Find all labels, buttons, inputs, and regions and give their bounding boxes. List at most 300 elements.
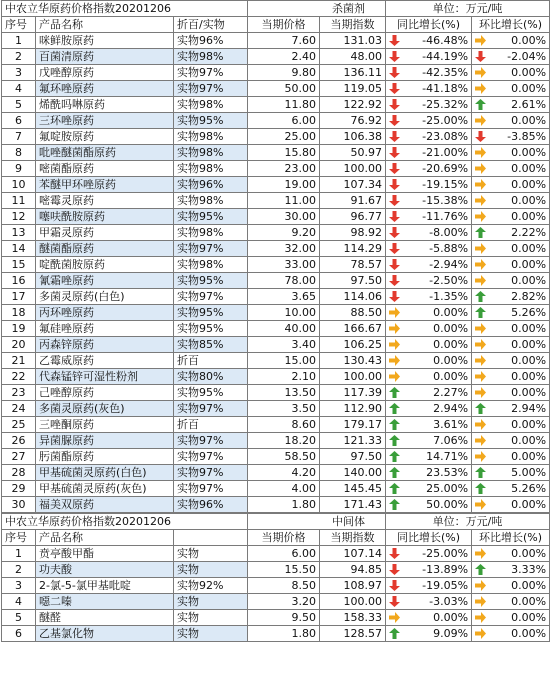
row-number: 17 bbox=[2, 289, 36, 305]
yoy-change bbox=[386, 497, 472, 513]
arrow-right-icon bbox=[475, 451, 486, 462]
yoy-change-value: -25.32% bbox=[422, 98, 469, 111]
mom-change-value: 0.00% bbox=[511, 386, 547, 399]
product-spec: 实物97% bbox=[174, 465, 248, 481]
mom-change-value: 0.00% bbox=[511, 274, 547, 287]
current-price: 15.00 bbox=[248, 353, 320, 369]
product-name: 异菌脲原药 bbox=[36, 433, 174, 449]
yoy-change bbox=[386, 305, 472, 321]
arrow-right-icon bbox=[475, 499, 486, 510]
product-name: 贲亭酸甲酯 bbox=[36, 546, 174, 562]
current-price: 15.80 bbox=[248, 145, 320, 161]
mom-change bbox=[472, 65, 550, 81]
mom-change bbox=[472, 417, 550, 433]
table-row bbox=[2, 465, 550, 481]
yoy-change-value: -15.38% bbox=[422, 194, 469, 207]
arrow-up-icon bbox=[389, 467, 400, 478]
product-name: 氟硅唑原药 bbox=[36, 321, 174, 337]
current-price: 19.00 bbox=[248, 177, 320, 193]
product-name: 噻呋酰胺原药 bbox=[36, 209, 174, 225]
current-index: 119.05 bbox=[320, 81, 386, 97]
arrow-right-icon bbox=[475, 211, 486, 222]
arrow-right-icon bbox=[475, 371, 486, 382]
arrow-up-icon bbox=[475, 307, 486, 318]
current-index: 112.90 bbox=[320, 401, 386, 417]
arrow-right-icon bbox=[475, 435, 486, 446]
table-row bbox=[2, 626, 550, 642]
current-price: 6.00 bbox=[248, 546, 320, 562]
current-price: 3.65 bbox=[248, 289, 320, 305]
table-row bbox=[2, 369, 550, 385]
yoy-change bbox=[386, 385, 472, 401]
product-spec: 实物 bbox=[174, 594, 248, 610]
mom-change bbox=[472, 113, 550, 129]
table-row bbox=[2, 113, 550, 129]
table-row bbox=[2, 257, 550, 273]
row-number: 4 bbox=[2, 81, 36, 97]
yoy-change bbox=[386, 273, 472, 289]
yoy-change bbox=[386, 449, 472, 465]
arrow-right-icon bbox=[389, 339, 400, 350]
product-spec: 实物98% bbox=[174, 161, 248, 177]
product-name: 噁二嗪 bbox=[36, 594, 174, 610]
row-number: 25 bbox=[2, 417, 36, 433]
mom-change-value: 5.00% bbox=[511, 466, 547, 479]
current-price: 4.00 bbox=[248, 481, 320, 497]
yoy-change-value: -8.00% bbox=[429, 226, 469, 239]
arrow-right-icon bbox=[475, 275, 486, 286]
row-number: 13 bbox=[2, 225, 36, 241]
current-index: 117.39 bbox=[320, 385, 386, 401]
current-index: 166.67 bbox=[320, 321, 386, 337]
table-row bbox=[2, 273, 550, 289]
row-number: 1 bbox=[2, 33, 36, 49]
table-title: 中农立华原药价格指数20201206 bbox=[2, 514, 248, 530]
product-spec: 实物96% bbox=[174, 497, 248, 513]
row-number: 19 bbox=[2, 321, 36, 337]
mom-change-value: 0.00% bbox=[511, 82, 547, 95]
yoy-change-value: -20.69% bbox=[422, 162, 469, 175]
arrow-up-icon bbox=[475, 564, 486, 575]
mom-change-value: 0.00% bbox=[511, 162, 547, 175]
column-header: 序号 bbox=[2, 17, 36, 33]
arrow-down-icon bbox=[389, 564, 400, 575]
yoy-change bbox=[386, 97, 472, 113]
current-index: 91.67 bbox=[320, 193, 386, 209]
column-header: 序号 bbox=[2, 530, 36, 546]
arrow-right-icon bbox=[475, 179, 486, 190]
product-spec: 实物95% bbox=[174, 209, 248, 225]
current-price: 1.80 bbox=[248, 626, 320, 642]
yoy-change-value: 9.09% bbox=[433, 627, 469, 640]
mom-change bbox=[472, 385, 550, 401]
yoy-change-value: 0.00% bbox=[433, 354, 469, 367]
arrow-down-icon bbox=[389, 259, 400, 270]
yoy-change bbox=[386, 225, 472, 241]
arrow-right-icon bbox=[389, 355, 400, 366]
yoy-change bbox=[386, 193, 472, 209]
table-row bbox=[2, 65, 550, 81]
product-name: 三环唑原药 bbox=[36, 113, 174, 129]
current-price: 11.00 bbox=[248, 193, 320, 209]
current-price: 6.00 bbox=[248, 113, 320, 129]
arrow-right-icon bbox=[389, 307, 400, 318]
column-header: 产品名称 bbox=[36, 17, 174, 33]
current-price: 11.80 bbox=[248, 97, 320, 113]
current-index: 98.92 bbox=[320, 225, 386, 241]
row-number: 23 bbox=[2, 385, 36, 401]
unit-label: 单位：万元/吨 bbox=[386, 514, 550, 530]
mom-change-value: 0.00% bbox=[511, 258, 547, 271]
table-row bbox=[2, 33, 550, 49]
arrow-right-icon bbox=[475, 580, 486, 591]
product-spec: 实物96% bbox=[174, 33, 248, 49]
arrow-up-icon bbox=[389, 387, 400, 398]
arrow-up-icon bbox=[475, 467, 486, 478]
table-row bbox=[2, 321, 550, 337]
arrow-up-icon bbox=[475, 291, 486, 302]
row-number: 9 bbox=[2, 161, 36, 177]
product-name: 氟啶胺原药 bbox=[36, 129, 174, 145]
row-number: 24 bbox=[2, 401, 36, 417]
mom-change-value: 0.00% bbox=[511, 434, 547, 447]
price-table-intermediate bbox=[1, 513, 550, 642]
mom-change-value: 0.00% bbox=[511, 322, 547, 335]
product-name: 丙环唑原药 bbox=[36, 305, 174, 321]
yoy-change-value: -19.15% bbox=[422, 178, 469, 191]
mom-change-value: 0.00% bbox=[511, 627, 547, 640]
mom-change-value: 2.22% bbox=[511, 226, 547, 239]
current-index: 145.45 bbox=[320, 481, 386, 497]
mom-change-value: 2.94% bbox=[511, 402, 547, 415]
current-price: 25.00 bbox=[248, 129, 320, 145]
product-name: 甲霜灵原药 bbox=[36, 225, 174, 241]
table-row bbox=[2, 145, 550, 161]
mom-change-value: 0.00% bbox=[511, 178, 547, 191]
product-spec: 实物98% bbox=[174, 129, 248, 145]
product-spec: 实物98% bbox=[174, 193, 248, 209]
yoy-change bbox=[386, 177, 472, 193]
arrow-down-icon bbox=[389, 243, 400, 254]
yoy-change bbox=[386, 626, 472, 642]
row-number: 20 bbox=[2, 337, 36, 353]
yoy-change bbox=[386, 209, 472, 225]
mom-change bbox=[472, 305, 550, 321]
yoy-change bbox=[386, 578, 472, 594]
arrow-right-icon bbox=[475, 628, 486, 639]
row-number: 7 bbox=[2, 129, 36, 145]
mom-change-value: 0.00% bbox=[511, 242, 547, 255]
yoy-change bbox=[386, 129, 472, 145]
category-label: 杀菌剂 bbox=[248, 1, 386, 17]
yoy-change-value: 0.00% bbox=[433, 370, 469, 383]
mom-change-value: 0.00% bbox=[511, 450, 547, 463]
yoy-change-value: -19.05% bbox=[422, 579, 469, 592]
mom-change-value: -2.04% bbox=[507, 50, 547, 63]
product-name: 嘧菌酯原药 bbox=[36, 161, 174, 177]
mom-change bbox=[472, 401, 550, 417]
yoy-change-value: -5.88% bbox=[429, 242, 469, 255]
product-name: 甲基硫菌灵原药(灰色) bbox=[36, 481, 174, 497]
table-row bbox=[2, 546, 550, 562]
row-number: 10 bbox=[2, 177, 36, 193]
product-spec: 实物 bbox=[174, 626, 248, 642]
product-name: 代森锰锌可湿性粉剂 bbox=[36, 369, 174, 385]
mom-change-value: 0.00% bbox=[511, 338, 547, 351]
arrow-right-icon bbox=[475, 163, 486, 174]
product-name: 肟菌酯原药 bbox=[36, 449, 174, 465]
arrow-right-icon bbox=[475, 323, 486, 334]
mom-change bbox=[472, 353, 550, 369]
current-index: 179.17 bbox=[320, 417, 386, 433]
product-name: 百菌清原药 bbox=[36, 49, 174, 65]
product-name: 啶酰菌胺原药 bbox=[36, 257, 174, 273]
yoy-change bbox=[386, 257, 472, 273]
mom-change-value: 0.00% bbox=[511, 611, 547, 624]
row-number: 5 bbox=[2, 610, 36, 626]
yoy-change-value: -46.48% bbox=[422, 34, 469, 47]
current-index: 131.03 bbox=[320, 33, 386, 49]
current-index: 76.92 bbox=[320, 113, 386, 129]
yoy-change-value: -1.35% bbox=[429, 290, 469, 303]
current-index: 107.14 bbox=[320, 546, 386, 562]
yoy-change-value: -41.18% bbox=[422, 82, 469, 95]
mom-change-value: 0.00% bbox=[511, 114, 547, 127]
column-header bbox=[174, 530, 248, 546]
mom-change bbox=[472, 161, 550, 177]
row-number: 26 bbox=[2, 433, 36, 449]
product-spec: 实物97% bbox=[174, 481, 248, 497]
product-spec: 实物98% bbox=[174, 49, 248, 65]
yoy-change-value: 23.53% bbox=[426, 466, 469, 479]
table-row bbox=[2, 481, 550, 497]
product-spec: 实物97% bbox=[174, 401, 248, 417]
arrow-right-icon bbox=[475, 387, 486, 398]
product-spec: 折百 bbox=[174, 353, 248, 369]
current-price: 3.50 bbox=[248, 401, 320, 417]
product-name: 福美双原药 bbox=[36, 497, 174, 513]
mom-change-value: 2.82% bbox=[511, 290, 547, 303]
row-number: 30 bbox=[2, 497, 36, 513]
arrow-up-icon bbox=[389, 499, 400, 510]
row-number: 21 bbox=[2, 353, 36, 369]
current-index: 97.50 bbox=[320, 273, 386, 289]
arrow-down-icon bbox=[389, 147, 400, 158]
current-index: 78.57 bbox=[320, 257, 386, 273]
product-spec: 实物 bbox=[174, 546, 248, 562]
category-label: 中间体 bbox=[248, 514, 386, 530]
row-number: 8 bbox=[2, 145, 36, 161]
product-spec: 实物97% bbox=[174, 81, 248, 97]
column-header: 同比增长(%) bbox=[386, 17, 472, 33]
arrow-down-icon bbox=[389, 580, 400, 591]
mom-change-value: 0.00% bbox=[511, 418, 547, 431]
mom-change-value: 0.00% bbox=[511, 34, 547, 47]
product-name: 醚醛 bbox=[36, 610, 174, 626]
table-row bbox=[2, 225, 550, 241]
current-price: 15.50 bbox=[248, 562, 320, 578]
yoy-change-value: 7.06% bbox=[433, 434, 469, 447]
arrow-down-icon bbox=[389, 291, 400, 302]
yoy-change-value: -25.00% bbox=[422, 547, 469, 560]
current-price: 40.00 bbox=[248, 321, 320, 337]
mom-change-value: 5.26% bbox=[511, 306, 547, 319]
arrow-down-icon bbox=[389, 67, 400, 78]
current-index: 158.33 bbox=[320, 610, 386, 626]
arrow-up-icon bbox=[389, 403, 400, 414]
mom-change bbox=[472, 97, 550, 113]
arrow-down-icon bbox=[389, 179, 400, 190]
current-index: 140.00 bbox=[320, 465, 386, 481]
yoy-change-value: -25.00% bbox=[422, 114, 469, 127]
yoy-change-value: 0.00% bbox=[433, 611, 469, 624]
arrow-up-icon bbox=[475, 403, 486, 414]
arrow-right-icon bbox=[475, 259, 486, 270]
mom-change-value: 0.00% bbox=[511, 498, 547, 511]
current-index: 88.50 bbox=[320, 305, 386, 321]
arrow-right-icon bbox=[475, 612, 486, 623]
yoy-change bbox=[386, 113, 472, 129]
product-spec: 折百 bbox=[174, 417, 248, 433]
table-row bbox=[2, 337, 550, 353]
current-price: 4.20 bbox=[248, 465, 320, 481]
arrow-down-icon bbox=[389, 211, 400, 222]
yoy-change-value: 0.00% bbox=[433, 306, 469, 319]
column-header: 折百/实物 bbox=[174, 17, 248, 33]
current-index: 114.06 bbox=[320, 289, 386, 305]
table-row bbox=[2, 209, 550, 225]
table-row bbox=[2, 401, 550, 417]
row-number: 14 bbox=[2, 241, 36, 257]
current-index: 97.50 bbox=[320, 449, 386, 465]
current-price: 8.50 bbox=[248, 578, 320, 594]
arrow-up-icon bbox=[389, 451, 400, 462]
arrow-right-icon bbox=[475, 195, 486, 206]
mom-change bbox=[472, 241, 550, 257]
current-index: 171.43 bbox=[320, 497, 386, 513]
yoy-change-value: -2.94% bbox=[429, 258, 469, 271]
arrow-right-icon bbox=[475, 147, 486, 158]
row-number: 6 bbox=[2, 113, 36, 129]
mom-change bbox=[472, 433, 550, 449]
arrow-right-icon bbox=[475, 67, 486, 78]
table-row bbox=[2, 241, 550, 257]
arrow-right-icon bbox=[475, 115, 486, 126]
yoy-change bbox=[386, 49, 472, 65]
table-row bbox=[2, 610, 550, 626]
arrow-down-icon bbox=[389, 115, 400, 126]
mom-change bbox=[472, 337, 550, 353]
yoy-change-value: -42.35% bbox=[422, 66, 469, 79]
yoy-change bbox=[386, 337, 472, 353]
row-number: 6 bbox=[2, 626, 36, 642]
table-row bbox=[2, 177, 550, 193]
yoy-change bbox=[386, 401, 472, 417]
product-spec: 实物85% bbox=[174, 337, 248, 353]
yoy-change-value: 0.00% bbox=[433, 338, 469, 351]
current-price: 23.00 bbox=[248, 161, 320, 177]
table-row bbox=[2, 193, 550, 209]
arrow-right-icon bbox=[389, 371, 400, 382]
arrow-down-icon bbox=[389, 548, 400, 559]
arrow-right-icon bbox=[389, 323, 400, 334]
yoy-change bbox=[386, 241, 472, 257]
product-name: 戊唑醇原药 bbox=[36, 65, 174, 81]
arrow-right-icon bbox=[475, 596, 486, 607]
table-row bbox=[2, 305, 550, 321]
product-name: 氟环唑原药 bbox=[36, 81, 174, 97]
mom-change bbox=[472, 610, 550, 626]
yoy-change-value: 14.71% bbox=[426, 450, 469, 463]
row-number: 12 bbox=[2, 209, 36, 225]
current-price: 58.50 bbox=[248, 449, 320, 465]
current-index: 106.38 bbox=[320, 129, 386, 145]
product-spec: 实物96% bbox=[174, 177, 248, 193]
current-price: 10.00 bbox=[248, 305, 320, 321]
column-header: 当期指数 bbox=[320, 530, 386, 546]
mom-change bbox=[472, 546, 550, 562]
yoy-change bbox=[386, 465, 472, 481]
current-price: 2.40 bbox=[248, 49, 320, 65]
current-index: 121.33 bbox=[320, 433, 386, 449]
yoy-change-value: -44.19% bbox=[422, 50, 469, 63]
row-number: 28 bbox=[2, 465, 36, 481]
mom-change bbox=[472, 177, 550, 193]
yoy-change-value: -23.08% bbox=[422, 130, 469, 143]
product-name: 己唑醇原药 bbox=[36, 385, 174, 401]
current-price: 78.00 bbox=[248, 273, 320, 289]
table-row bbox=[2, 353, 550, 369]
product-name: 醚菌酯原药 bbox=[36, 241, 174, 257]
current-price: 50.00 bbox=[248, 81, 320, 97]
mom-change-value: 3.33% bbox=[511, 563, 547, 576]
mom-change-value: 0.00% bbox=[511, 210, 547, 223]
table-row bbox=[2, 385, 550, 401]
table-row bbox=[2, 449, 550, 465]
product-spec: 实物97% bbox=[174, 241, 248, 257]
product-spec: 实物 bbox=[174, 610, 248, 626]
mom-change-value: 0.00% bbox=[511, 354, 547, 367]
yoy-change bbox=[386, 546, 472, 562]
yoy-change-value: 2.94% bbox=[433, 402, 469, 415]
product-spec: 实物98% bbox=[174, 257, 248, 273]
current-price: 9.20 bbox=[248, 225, 320, 241]
arrow-up-icon bbox=[389, 628, 400, 639]
column-header: 环比增长(%) bbox=[472, 17, 550, 33]
column-header: 产品名称 bbox=[36, 530, 174, 546]
product-spec: 实物98% bbox=[174, 145, 248, 161]
yoy-change bbox=[386, 610, 472, 626]
yoy-change bbox=[386, 145, 472, 161]
current-price: 30.00 bbox=[248, 209, 320, 225]
current-price: 7.60 bbox=[248, 33, 320, 49]
mom-change-value: 0.00% bbox=[511, 595, 547, 608]
yoy-change-value: -13.89% bbox=[422, 563, 469, 576]
table-row bbox=[2, 578, 550, 594]
current-price: 3.40 bbox=[248, 337, 320, 353]
row-number: 4 bbox=[2, 594, 36, 610]
yoy-change-value: 3.61% bbox=[433, 418, 469, 431]
yoy-change-value: -2.50% bbox=[429, 274, 469, 287]
yoy-change bbox=[386, 594, 472, 610]
arrow-right-icon bbox=[475, 243, 486, 254]
arrow-right-icon bbox=[389, 612, 400, 623]
product-spec: 实物95% bbox=[174, 385, 248, 401]
product-name: 氰霜唑原药 bbox=[36, 273, 174, 289]
table-row bbox=[2, 562, 550, 578]
row-number: 22 bbox=[2, 369, 36, 385]
row-number: 2 bbox=[2, 49, 36, 65]
